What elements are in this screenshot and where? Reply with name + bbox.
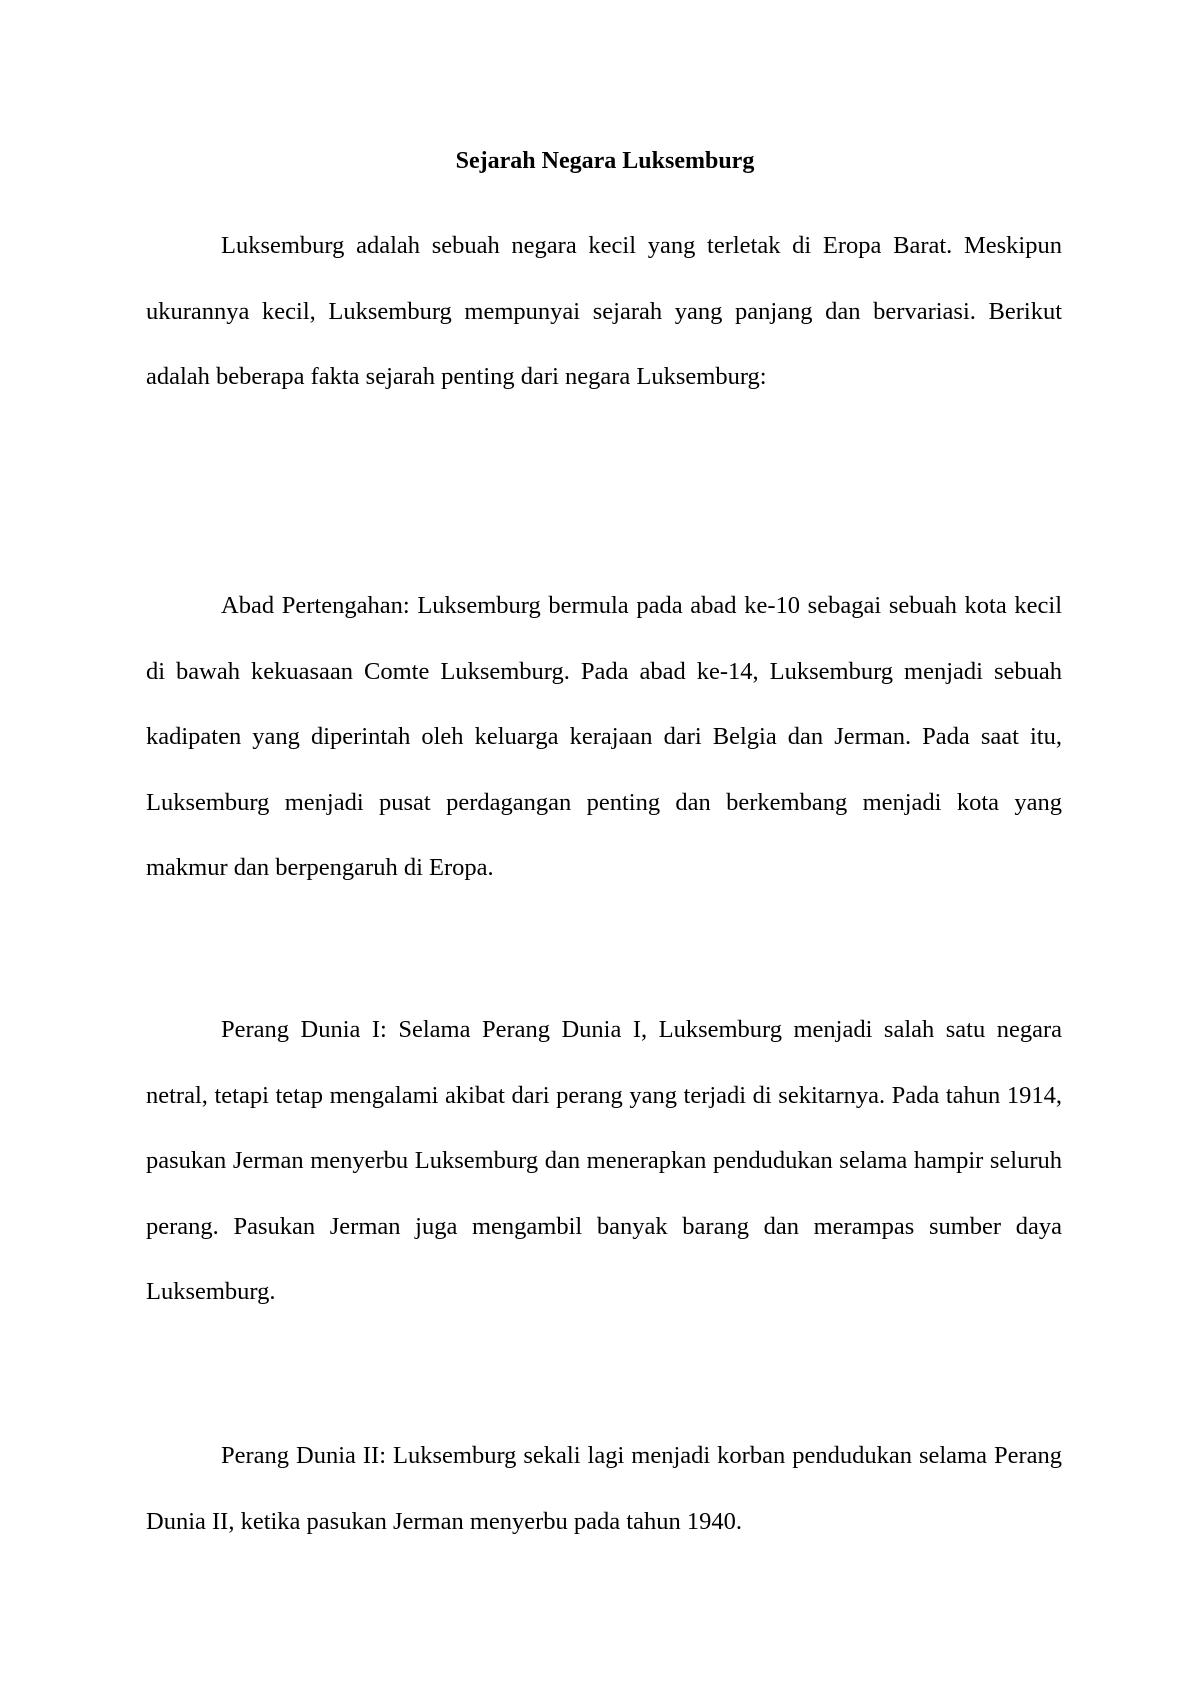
paragraph-intro: Luksemburg adalah sebuah negara kecil yang terletak di Eropa Barat. Meskipun ukurannya kecil, Luksemburg mempunyai sejarah yang panjang dan bervariasi. Berikut adalah beberapa fakta sejarah penting dari negara Luksemburg: [146,232,1062,390]
document-title: Sejarah Negara Luksemburg [455,148,755,174]
paragraph-middle-ages: Abad Pertengahan: Luksemburg bermula pada abad ke-10 sebagai sebuah kota kecil di bawah kekuasaan Comte Luksemburg. Pada abad ke-14, Luksemburg menjadi sebuah kadipaten yang diperintah oleh keluarga kerajaan dari Belgia dan Jerman. Pada saat itu, Luksemburg menjadi pusat perdagangan penting dan berkembang menjadi kota yang makmur dan berpengaruh di Eropa. [146,592,1062,881]
paragraph-world-war-2: Perang Dunia II: Luksemburg sekali lagi menjadi korban pendudukan selama Perang Dunia II, ketika pasukan Jerman menyerbu pada tahun 1940. [146,1442,1062,1535]
paragraph-world-war-1: Perang Dunia I: Selama Perang Dunia I, Luksemburg menjadi salah satu negara netral, tetapi tetap mengalami akibat dari perang yang terjadi di sekitarnya. Pada tahun 1914, pasukan Jerman menyerbu Luksemburg dan menerapkan pendudukan selama hampir seluruh perang. Pasukan Jerman juga mengambil banyak barang dan merampas sumber daya Luksemburg. [146,1016,1062,1305]
